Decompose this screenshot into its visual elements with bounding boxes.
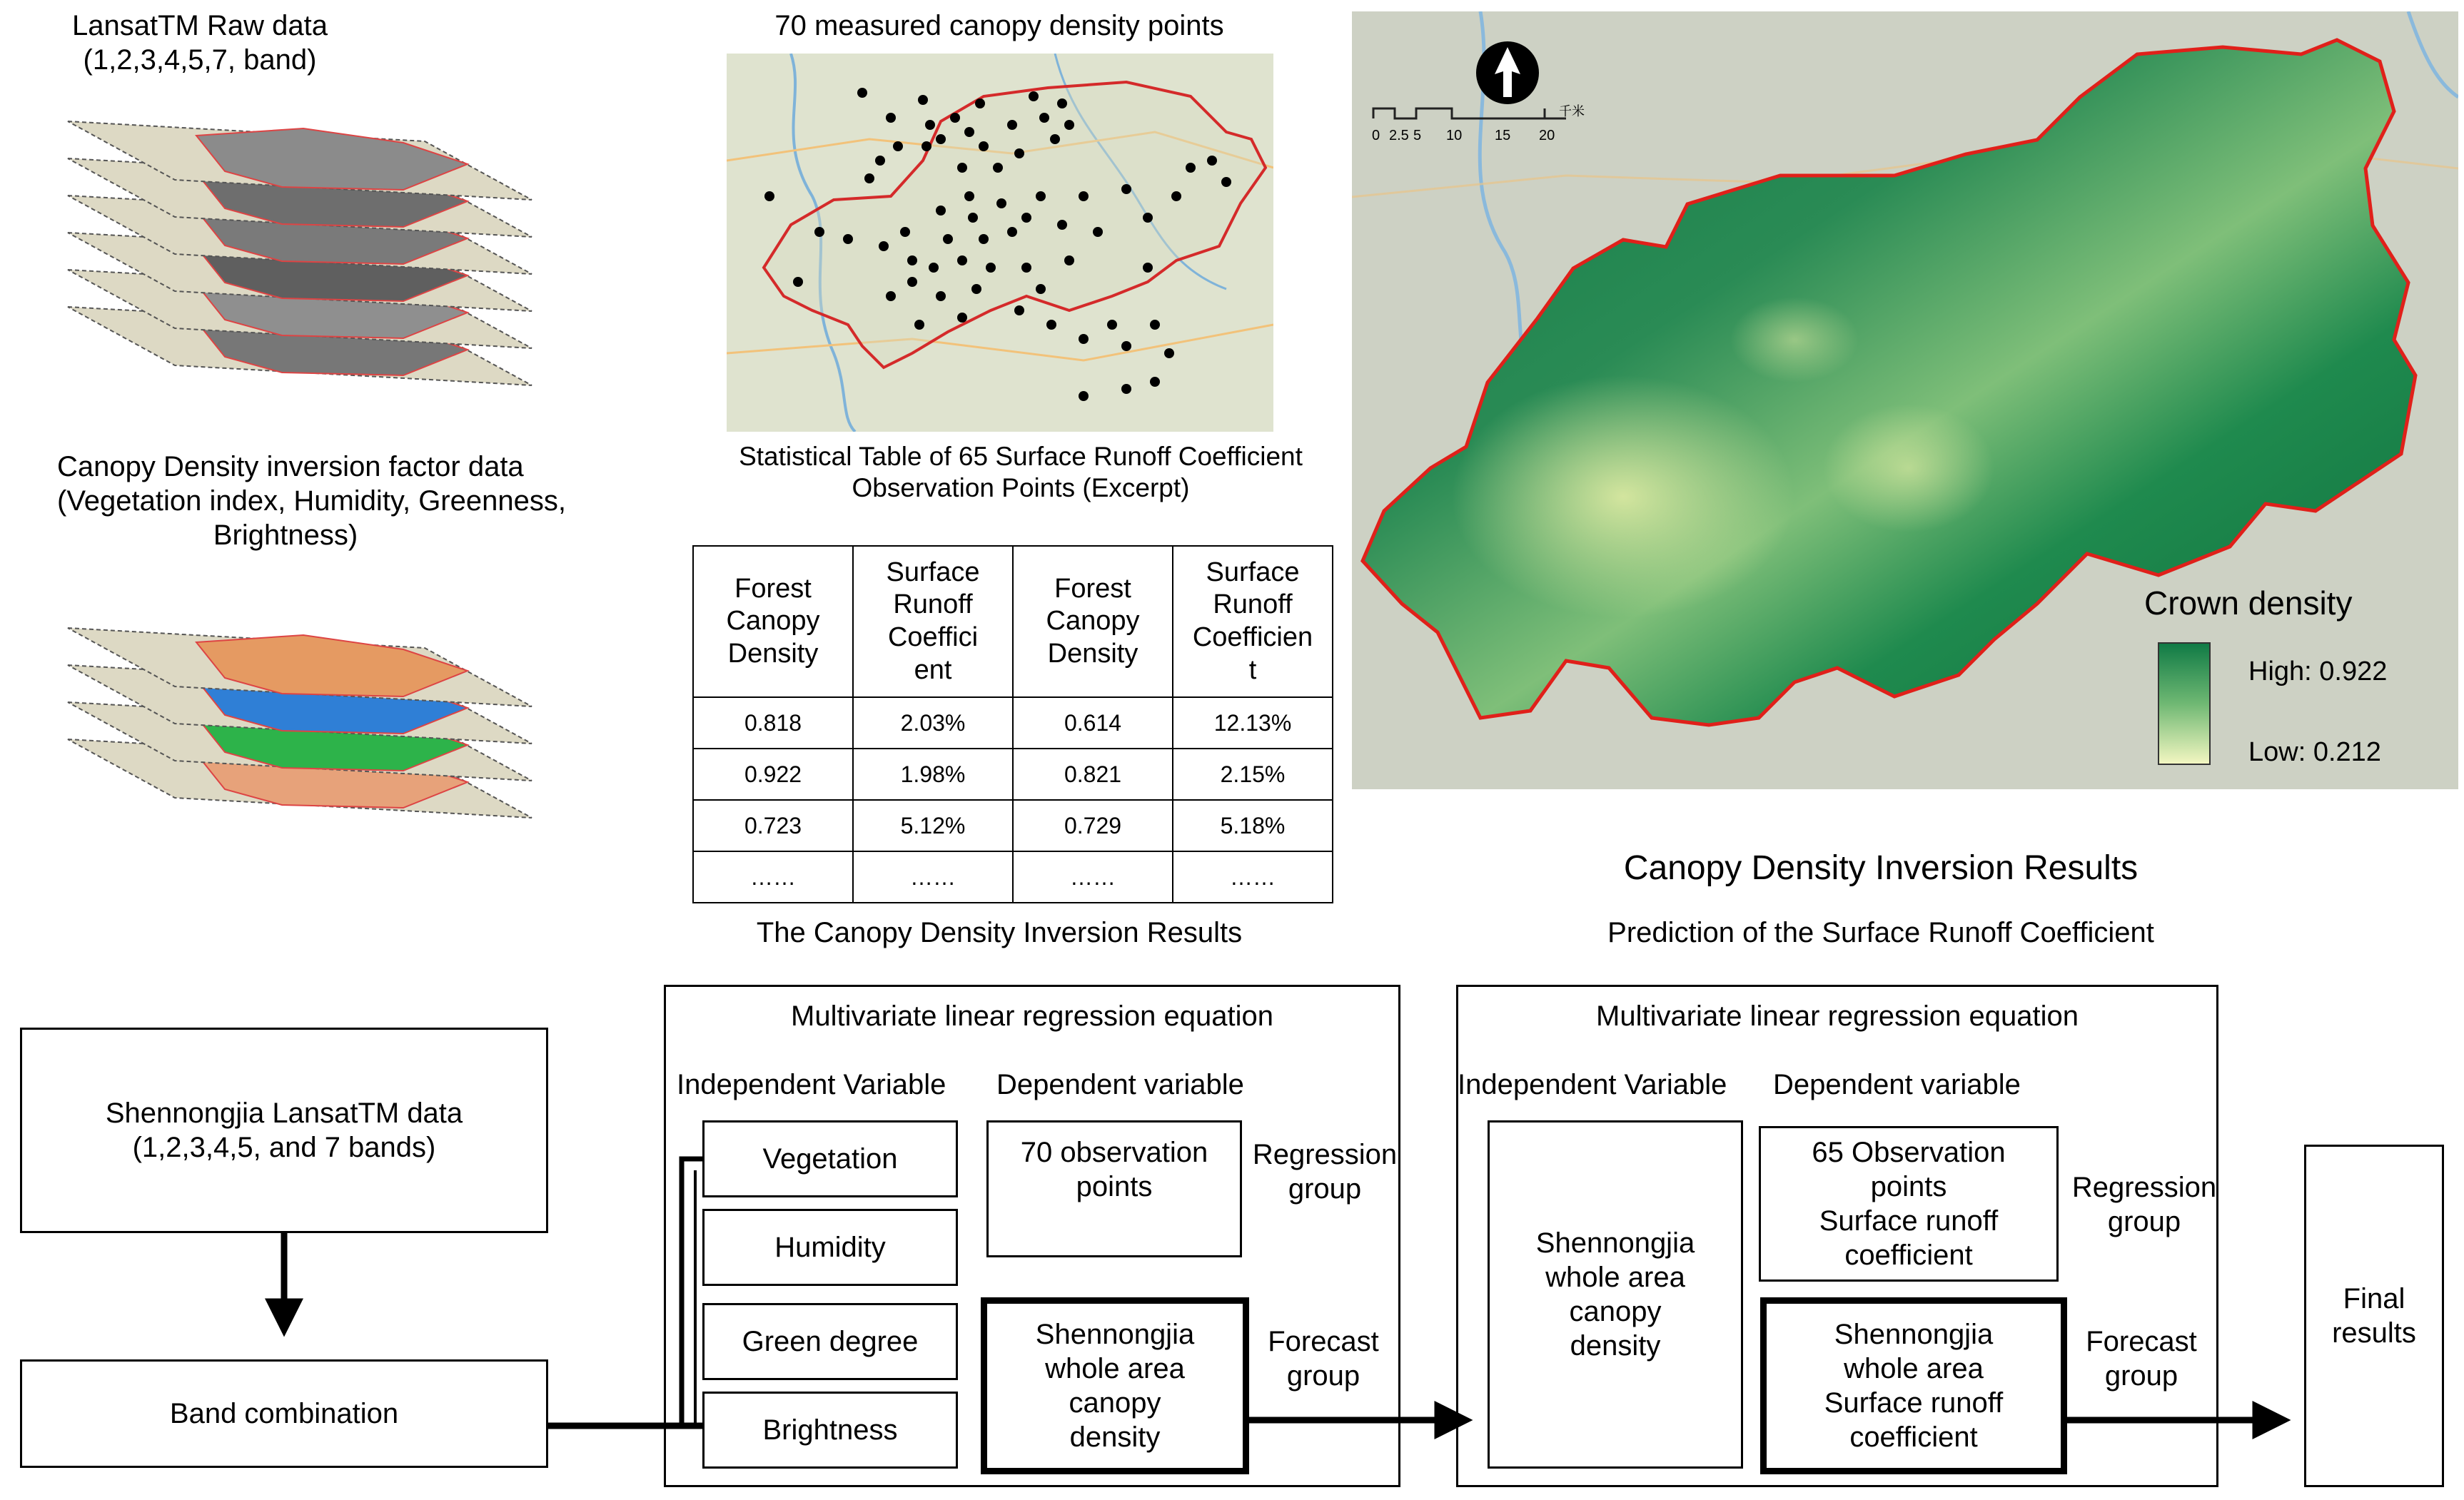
observation-point-marker bbox=[964, 127, 974, 137]
observation-point-marker bbox=[1150, 377, 1160, 387]
table-header-cell: Surface Runoff Coefficien t bbox=[1173, 546, 1333, 697]
observation-point-marker bbox=[996, 198, 1006, 208]
raw-band-stack bbox=[0, 0, 585, 878]
variable-box-green-degree bbox=[702, 1303, 958, 1380]
observation-point-marker bbox=[893, 141, 903, 151]
observation-point-marker bbox=[1046, 320, 1056, 330]
observation-point-marker bbox=[886, 291, 896, 301]
variable-box-vegetation bbox=[702, 1120, 958, 1197]
observation-point-marker bbox=[971, 284, 981, 294]
table-cell: …… bbox=[1013, 851, 1173, 903]
observation-point-marker bbox=[857, 88, 867, 98]
crown-map-low-density-zone bbox=[1823, 404, 1994, 532]
observation-point-marker bbox=[957, 163, 967, 173]
observation-point-marker bbox=[950, 113, 960, 123]
observation-point-marker bbox=[993, 163, 1003, 173]
observation-point-marker bbox=[1021, 213, 1031, 223]
scale-label: 10 bbox=[1446, 128, 1463, 143]
raw-data-title-line2: (1,2,3,4,5,7, band) bbox=[83, 44, 317, 76]
observation-point-marker bbox=[1021, 263, 1031, 273]
table-cell: 0.922 bbox=[693, 749, 853, 800]
legend-high-label: High: 0.922 bbox=[2248, 657, 2388, 686]
table-cell: 2.15% bbox=[1173, 749, 1333, 800]
runoff-observation-box bbox=[1759, 1126, 2059, 1282]
points-map-title: 70 measured canopy density points bbox=[774, 10, 1224, 41]
observation-point-marker bbox=[936, 206, 946, 216]
final-results-box bbox=[2304, 1145, 2444, 1487]
regression-group-label: Regression group bbox=[2071, 1172, 2217, 1237]
scale-label: 2.5 bbox=[1389, 128, 1409, 143]
inversion-caption: The Canopy Density Inversion Results bbox=[756, 917, 1243, 948]
observation-point-marker bbox=[1221, 177, 1231, 187]
band-combination-label: Band combination bbox=[169, 1398, 399, 1429]
observation-point-marker bbox=[968, 213, 978, 223]
observation-point-marker bbox=[1143, 263, 1153, 273]
variable-label: Green degree bbox=[742, 1326, 919, 1357]
observation-point-marker bbox=[943, 234, 953, 244]
observation-point-marker bbox=[1079, 334, 1089, 344]
observation-point-marker bbox=[793, 277, 803, 287]
observation-point-marker bbox=[1121, 184, 1131, 194]
legend-low-label: Low: 0.212 bbox=[2248, 737, 2381, 767]
observation-point-marker bbox=[929, 263, 939, 273]
factor-data-title bbox=[57, 450, 566, 552]
scale-label: 0 bbox=[1372, 128, 1380, 143]
observation-point-marker bbox=[875, 156, 885, 166]
runoff-table-title-line1: Statistical Table of 65 Surface Runoff Coefficient bbox=[739, 442, 1303, 471]
table-cell: …… bbox=[693, 851, 853, 903]
table-cell: 0.818 bbox=[693, 697, 853, 749]
observation-point-marker bbox=[979, 141, 989, 151]
observation-point-marker bbox=[1171, 191, 1181, 201]
observation-point-marker bbox=[814, 227, 824, 237]
table-row bbox=[693, 851, 1333, 903]
scale-label: 20 bbox=[1539, 128, 1555, 143]
table-header-row bbox=[693, 546, 1333, 697]
forecast-group-label: Forecast group bbox=[2086, 1326, 2197, 1392]
observation-point-marker bbox=[1007, 227, 1017, 237]
table-cell: 0.729 bbox=[1013, 800, 1173, 851]
points-map bbox=[727, 54, 1273, 432]
table-row bbox=[693, 697, 1333, 749]
prediction-caption: Prediction of the Surface Runoff Coefficient bbox=[1607, 917, 2154, 948]
legend-color-ramp bbox=[2158, 643, 2210, 764]
runoff-observation-label: 65 Observation points Surface runoff coefficient bbox=[1812, 1137, 2006, 1271]
observation-point-marker bbox=[1014, 148, 1024, 158]
observation-point-marker bbox=[1186, 163, 1196, 173]
observation-point-marker bbox=[1079, 191, 1089, 201]
final-results-label: Final results bbox=[2332, 1283, 2416, 1349]
observation-point-marker bbox=[879, 241, 889, 251]
input-data-label: Shennongjia LansatTM data (1,2,3,4,5, and 7 bands) bbox=[105, 1098, 463, 1163]
table-cell: …… bbox=[853, 851, 1013, 903]
crown-map-low-density-zone bbox=[1730, 297, 1859, 382]
runoff-regression-title: Multivariate linear regression equation bbox=[1596, 1000, 2079, 1032]
observation-point-marker bbox=[907, 255, 917, 265]
factor-title-line3: Brightness) bbox=[213, 520, 358, 551]
observation-point-marker bbox=[914, 320, 924, 330]
factor-title-line1: Canopy Density inversion factor data bbox=[57, 451, 524, 482]
north-arrow-icon bbox=[1476, 41, 1539, 104]
observation-point-marker bbox=[975, 98, 985, 108]
variable-label: Humidity bbox=[774, 1232, 886, 1263]
scale-label: 15 bbox=[1495, 128, 1511, 143]
table-header-cell: Forest Canopy Density bbox=[1013, 546, 1173, 697]
whole-area-canopy-box bbox=[1488, 1120, 1743, 1469]
observation-point-marker bbox=[1079, 391, 1089, 401]
table-header-cell: Surface Runoff Coeffici ent bbox=[853, 546, 1013, 697]
observation-point-marker bbox=[1057, 98, 1067, 108]
runoff-forecast-label: Shennongjia whole area Surface runoff coefficient bbox=[1824, 1319, 2004, 1453]
table-cell: 0.821 bbox=[1013, 749, 1173, 800]
scale-unit: 千米 bbox=[1559, 104, 1585, 119]
variable-label: Brightness bbox=[762, 1414, 898, 1446]
observation-point-marker bbox=[979, 234, 989, 244]
raw-data-title-line1: LansatTM Raw data bbox=[72, 10, 328, 41]
whole-area-canopy-label: Shennongjia whole area canopy density bbox=[1535, 1227, 1695, 1362]
observation-point-marker bbox=[1093, 227, 1103, 237]
band-combination-box bbox=[20, 1359, 548, 1468]
scale-label: 5 bbox=[1413, 128, 1422, 143]
variable-box-humidity bbox=[702, 1209, 958, 1286]
factor-title-line2: (Vegetation index, Humidity, Greenness, bbox=[57, 485, 566, 517]
observation-point-marker bbox=[936, 134, 946, 144]
table-cell: 2.03% bbox=[853, 697, 1013, 749]
observation-point-marker bbox=[886, 113, 896, 123]
table-row bbox=[693, 749, 1333, 800]
observation-point-marker bbox=[964, 191, 974, 201]
crown-density-map bbox=[1352, 11, 2458, 789]
observation-point-marker bbox=[843, 234, 853, 244]
dependent-variable-label: Dependent variable bbox=[996, 1069, 1244, 1100]
observation-point-marker bbox=[864, 173, 874, 183]
observation-point-marker bbox=[986, 263, 996, 273]
observation-point-marker bbox=[957, 313, 967, 323]
variable-label: Vegetation bbox=[762, 1143, 898, 1175]
observation-point-marker bbox=[1150, 320, 1160, 330]
observation-point-marker bbox=[1036, 191, 1046, 201]
input-data-box bbox=[20, 1028, 548, 1233]
variable-box-brightness bbox=[702, 1392, 958, 1469]
observation-point-marker bbox=[907, 277, 917, 287]
observation-point-marker bbox=[1164, 348, 1174, 358]
observation-point-marker bbox=[957, 255, 967, 265]
observation-point-marker bbox=[1039, 113, 1049, 123]
runoff-table-title-line2: Observation Points (Excerpt) bbox=[852, 473, 1190, 503]
observation-point-marker bbox=[1107, 320, 1117, 330]
canopy-forecast-label: Shennongjia whole area canopy density bbox=[1035, 1319, 1195, 1453]
runoff-table-title bbox=[628, 441, 1413, 505]
canopy-forecast-box bbox=[981, 1297, 1249, 1474]
table-row bbox=[693, 800, 1333, 851]
legend-title: Crown density bbox=[2144, 584, 2353, 622]
runoff-forecast-box bbox=[1760, 1297, 2067, 1474]
table-cell: 0.723 bbox=[693, 800, 853, 851]
table-cell: …… bbox=[1173, 851, 1333, 903]
independent-variable-label: Independent Variable bbox=[677, 1069, 946, 1100]
table-cell: 1.98% bbox=[853, 749, 1013, 800]
observation-point-marker bbox=[1057, 220, 1067, 230]
table-cell: 12.13% bbox=[1173, 697, 1333, 749]
observation-points-box bbox=[986, 1120, 1242, 1257]
observation-point-marker bbox=[1050, 134, 1060, 144]
observation-point-marker bbox=[1029, 91, 1039, 101]
observation-point-marker bbox=[1121, 341, 1131, 351]
observation-point-marker bbox=[900, 227, 910, 237]
observation-points-label: 70 observation points bbox=[1020, 1137, 1208, 1202]
dependent-variable-label: Dependent variable bbox=[1773, 1069, 2021, 1100]
observation-point-marker bbox=[764, 191, 774, 201]
observation-point-marker bbox=[1007, 120, 1017, 130]
observation-point-marker bbox=[925, 120, 935, 130]
regression-group-label: Regression group bbox=[1252, 1139, 1398, 1205]
table-cell: 5.12% bbox=[853, 800, 1013, 851]
results-heading: Canopy Density Inversion Results bbox=[1623, 849, 2139, 887]
table-cell: 5.18% bbox=[1173, 800, 1333, 851]
crown-map-low-density-zone bbox=[1452, 375, 1794, 618]
observation-point-marker bbox=[936, 291, 946, 301]
observation-point-marker bbox=[918, 95, 928, 105]
table-header-cell: Forest Canopy Density bbox=[693, 546, 853, 697]
runoff-table bbox=[692, 545, 1333, 903]
forecast-group-label: Forecast group bbox=[1268, 1326, 1379, 1392]
observation-point-marker bbox=[1207, 156, 1217, 166]
observation-point-marker bbox=[1121, 384, 1131, 394]
observation-point-marker bbox=[1036, 284, 1046, 294]
canopy-regression-title: Multivariate linear regression equation bbox=[791, 1000, 1273, 1032]
observation-point-marker bbox=[1064, 255, 1074, 265]
observation-point-marker bbox=[1014, 305, 1024, 315]
observation-point-marker bbox=[1143, 213, 1153, 223]
table-cell: 0.614 bbox=[1013, 697, 1173, 749]
observation-point-marker bbox=[1064, 120, 1074, 130]
independent-variable-label: Independent Variable bbox=[1458, 1069, 1727, 1100]
observation-point-marker bbox=[922, 141, 931, 151]
